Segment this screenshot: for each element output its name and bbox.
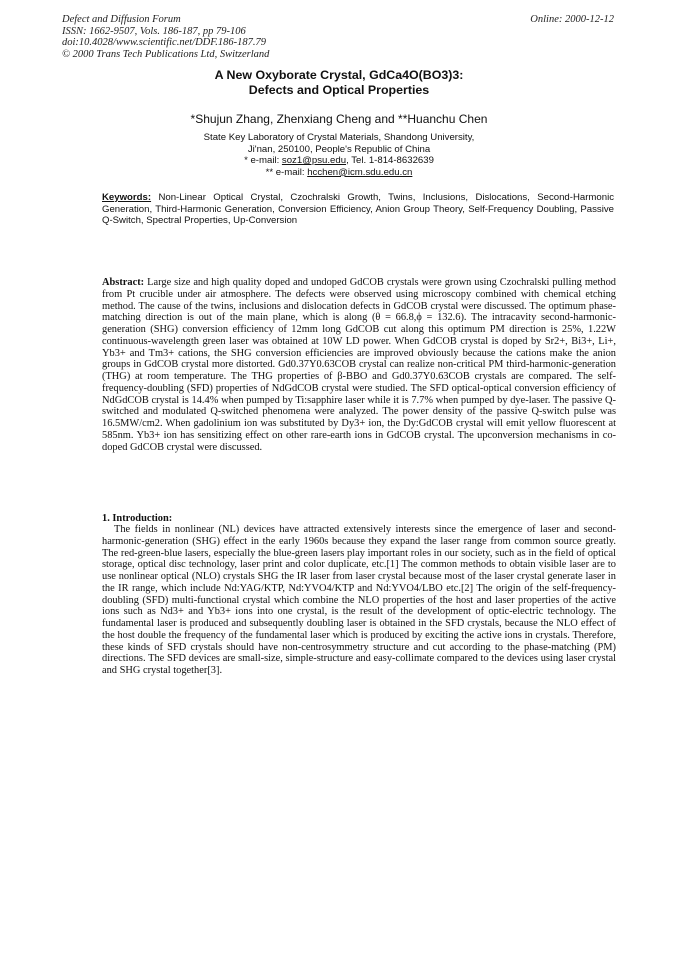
affiliation-line-2: Ji'nan, 250100, People's Republic of China — [247, 143, 431, 155]
doi: doi:10.4028/www.scientific.net/DDF.186-187.79 — [62, 37, 267, 49]
email-link-1[interactable]: soz1@psu.edu — [281, 155, 347, 167]
keywords-text: Non-Linear Optical Crystal, Czochralski Growth, Twins, Inclusions, Dislocations, Second-Harmonic Generation, Third-Harmonic Generation, Conversion Efficiency, Anion Group Theory, Self-Frequency Doubling, Passive Q-Switch, Spectral Properties, Up-Conversion — [102, 192, 614, 227]
paper-title — [0, 68, 678, 98]
authors: *Shujun Zhang, Zhenxiang Cheng and **Huanchu Chen — [190, 112, 488, 126]
abstract-label: Abstract: — [102, 277, 145, 288]
title-line-1: A New Oxyborate Crystal, GdCa4O(BO3)3: — [214, 68, 464, 82]
introduction-text: The fields in nonlinear (NL) devices have attracted extensively interests since the emergence of laser and second-harmonic-generation (SHG) effect in the early 1960s because they expand the laser range from common source greatly. The red-green-blue lasers, especially the blue-green lasers play important roles in our society, such as in the field of optical storage, optical disc technology, laser print and color duplicate, etc.[1] The common methods to obtain visible laser are to use nonlinear optical (NLO) crystals SHG the IR laser from laser crystal because most of the laser crystal generate laser in the IR range, which include Nd:YAG/KTP, Nd:YVO4/KTP and Nd:YVO4/LBO etc.[2] The origin of the self-frequency-doubling (SFD) multi-functional crystal which combine the NLO properties of the host and laser properties of the active ions such as Nd3+ and Yb3+ ions into one crystal, is the result of the development of optic-electric technology. The fundamental laser is produced and subsequently doubling laser is obtained in the SFD crystals, because the NLO effect of the host double the frequency of the fundamental laser which is produced by exciting the active ions in crystals. Therefore, these kinds of SFD crystals should have non-centrosymmetry structure and cut according to the phase-matching (PM) directions. The SFD devices are small-size, simple-structure and easy-collimate compared to the devices using laser crystal and SHG crystal together[3]. — [102, 524, 616, 676]
email-link-2[interactable]: hcchen@icm.sdu.edu.cn — [307, 166, 413, 178]
journal-header — [62, 14, 269, 60]
keywords — [102, 192, 614, 227]
email-line-2: ** e-mail: hcchen@icm.sdu.edu.cn — [265, 166, 413, 178]
introduction-heading: 1. Introduction: — [102, 513, 173, 524]
keywords-label: Keywords: — [102, 192, 152, 203]
issn: ISSN: 1662-9507, Vols. 186-187, pp 79-106 — [62, 25, 246, 37]
email-line-1: * e-mail: soz1@psu.edu, Tel. 1-814-8632639 — [244, 155, 434, 167]
title-line-2: Defects and Optical Properties — [248, 83, 430, 97]
online-date: Online: 2000-12-12 — [530, 14, 614, 25]
affiliation — [0, 132, 678, 178]
affiliation-line-1: State Key Laboratory of Crystal Materials, Shandong University, — [203, 132, 475, 143]
copyright: © 2000 Trans Tech Publications Ltd, Switzerland — [62, 48, 270, 60]
abstract-text: Large size and high quality doped and undoped GdCOB crystals were grown using Czochralski pulling method from Pt crucible under air atmosphere. The defects were observed using microscopy combined with chemical etching method. The cause of the twins, inclusions and dislocation defects in GdCOB crystal were discussed. The optimum phase-matching direction is out of the main plane, which is along (θ = 66.8,ϕ = 132.6). The intracavity second-harmonic-generation (SHG) conversion efficiency of 12mm long GdCOB cut along this optimum PM direction is 25%, 1.22W continuous-wavelength green laser was obtained at 10W LD power. When GdCOB crystal is doped by Sr2+, Bi3+, Li+, Yb3+ and Tm3+ cations, the SHG conversion efficiencies are improved obviously because the cations make the anion groups in GdCOB crystal more distorted. Gd0.37Y0.63COB crystal can realize non-critical PM third-harmonic-generation (THG) at room temperature. The THG properties of β-BBO and Gd0.37Y0.63COB crystals are compared. The self-frequency-doubling (SFD) properties of NdGdCOB crystal were studied. The SFD optical-optical conversion efficiency of NdGdCOB crystal is 14.4% when pumped by Ti:sapphire laser while it is 7.7% when pumped by dye-laser. The passive Q-switched and modulated Q-switched phenomena were analyzed. The power density of the passive Q-switch pulse was 16.5MW/cm2. When gadolinium ion was substituted by Dy3+ ion, the Dy:GdCOB crystal will emit yellow fluorescent at 585nm. Yb3+ ion has sensitizing effect on other rare-earth ions in GdCOB crystal. The upconversion mechanisms in co-doped GdCOB crystal were discussed. — [102, 277, 616, 453]
abstract — [102, 277, 616, 453]
journal-name: Defect and Diffusion Forum — [62, 14, 181, 25]
